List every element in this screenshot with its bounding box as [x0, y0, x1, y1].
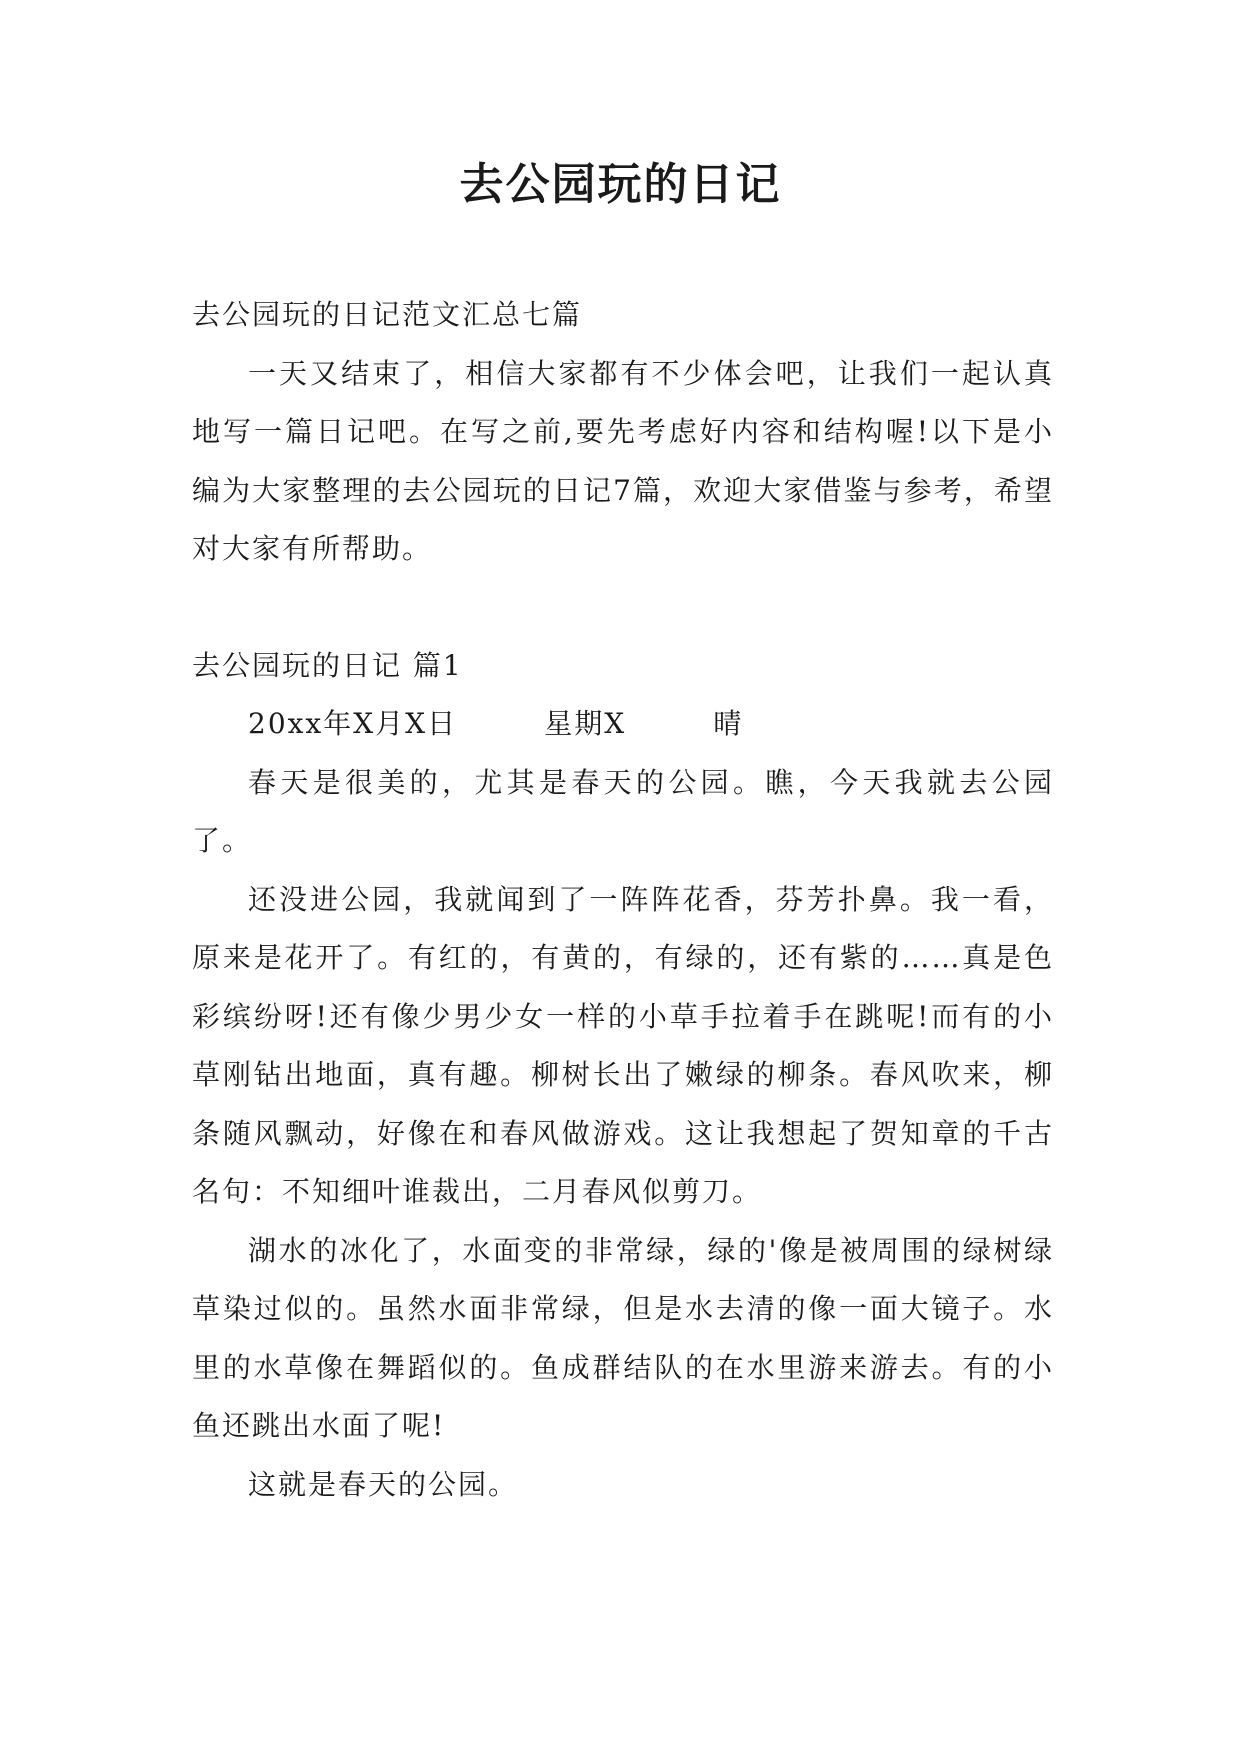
- body-paragraph-4: 这就是春天的公园。: [248, 1467, 519, 1501]
- body-paragraph-3: 湖水的冰化了，水面变的非常绿，绿的'像是被周围的绿树绿草染过似的。虽然水面非常绿，但是水去清的像一面大镜子。水里的水草像在舞蹈似的。鱼成群结队的在水里游来游去。有的小鱼还跳出水面了呢!: [192, 1233, 1054, 1442]
- body-paragraph-2: 还没进公园，我就闻到了一阵阵花香，芬芳扑鼻。我一看，原来是花开了。有红的，有黄的，有绿的，还有紫的……真是色彩缤纷呀!还有像少男少女一样的小草手拉着手在跳呢!而有的小草刚钻出地面，真有趣。柳树长出了嫩绿的柳条。春风吹来，柳条随风飘动，好像在和春风做游戏。这让我想起了贺知章的千古名句：不知细叶谁裁出，二月春风似剪刀。: [192, 882, 1054, 1208]
- date-weather-line: 20xx年X月X日 星期X 晴: [248, 707, 744, 740]
- section-heading: 去公园玩的日记 篇1: [192, 648, 463, 682]
- intro-paragraph: 一天又结束了，相信大家都有不少体会吧，让我们一起认真地写一篇日记吧。在写之前,要先考虑好内容和结构喔!以下是小编为大家整理的去公园玩的日记7篇，欢迎大家借鉴与参考，希望对大家有所帮助。: [192, 356, 1054, 565]
- document-subtitle: 去公园玩的日记范文汇总七篇: [192, 298, 583, 331]
- document-body: [192, 286, 1054, 1514]
- body-paragraph-1: 春天是很美的，尤其是春天的公园。瞧，今天我就去公园了。: [192, 765, 1054, 857]
- document-title: 去公园玩的日记: [459, 159, 782, 210]
- section-spacer: [192, 579, 1054, 637]
